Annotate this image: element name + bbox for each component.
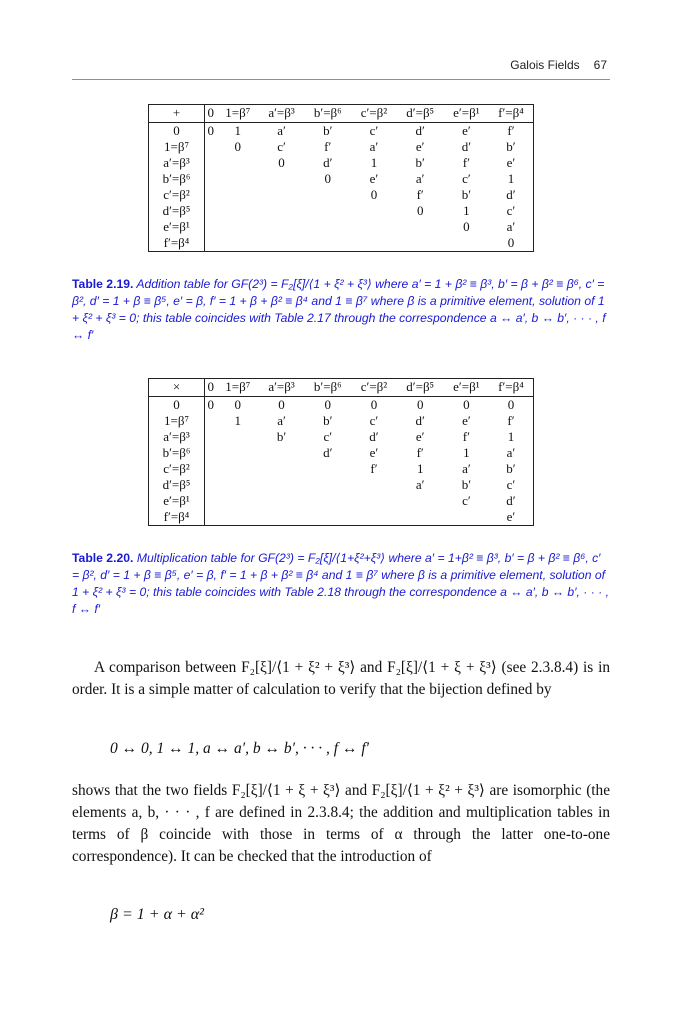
table-cell xyxy=(304,235,351,252)
table-cell: c′ xyxy=(323,429,333,444)
table-cell xyxy=(304,219,351,235)
table-cell: 0 xyxy=(278,397,285,412)
header-rule xyxy=(72,79,610,80)
row-header-cell: 1=β⁷ xyxy=(149,413,205,429)
table-cell: 0 xyxy=(370,187,378,202)
table-cell: 1 xyxy=(463,445,470,460)
table-row xyxy=(149,493,534,509)
table-row xyxy=(149,139,534,155)
table-cell xyxy=(259,493,304,509)
table-cell xyxy=(351,509,396,526)
table-cell: e′ xyxy=(415,139,425,154)
row-header-cell: f′=β⁴ xyxy=(149,509,205,526)
table-cell: 0 xyxy=(234,397,242,412)
table-cell xyxy=(205,219,217,235)
table-row xyxy=(149,461,534,477)
table-header-cell: 1=β⁷ xyxy=(217,379,260,397)
table-cell xyxy=(259,445,304,461)
table-cell: 0 xyxy=(324,397,332,412)
table-row xyxy=(149,171,534,187)
table-header-cell: + xyxy=(149,105,205,123)
table-cell xyxy=(205,171,217,187)
row-header-cell: b′=β⁶ xyxy=(149,445,205,461)
row-header-cell: a′=β³ xyxy=(149,429,205,445)
addition-table xyxy=(148,104,534,252)
table-cell: 0 xyxy=(463,219,470,234)
table-cell: c′ xyxy=(369,413,379,428)
table-cell xyxy=(397,235,444,252)
table-cell xyxy=(444,509,489,526)
table-cell: a′ xyxy=(277,123,286,138)
table-cell: f′ xyxy=(370,461,378,476)
table-cell xyxy=(205,187,217,203)
table-cell: 0 xyxy=(278,155,285,170)
table-cell xyxy=(259,461,304,477)
table-cell: d′ xyxy=(415,413,425,428)
table-cell: 1 xyxy=(463,203,470,218)
table-cell: 1 xyxy=(370,155,378,170)
table-cell: 0 xyxy=(324,171,332,186)
running-head-section: Galois Fields xyxy=(510,58,580,72)
table-cell xyxy=(217,461,260,477)
table-cell xyxy=(217,477,260,493)
table-header-cell: b′=β⁶ xyxy=(304,105,351,123)
table-row xyxy=(149,219,534,235)
table-cell xyxy=(217,219,260,235)
table-cell: a′ xyxy=(415,171,425,186)
table-cell: f′ xyxy=(324,139,332,154)
row-header-cell: 0 xyxy=(149,123,205,140)
table-cell xyxy=(351,235,396,252)
table-caption-2-19 xyxy=(72,276,610,344)
table-cell: b′ xyxy=(276,429,287,444)
table-cell: d′ xyxy=(323,445,333,460)
table-cell xyxy=(351,203,396,219)
table-cell: b′ xyxy=(489,139,534,155)
table-cell: 0 xyxy=(416,397,424,412)
table-cell xyxy=(205,461,217,477)
table-cell: 1 xyxy=(416,461,424,476)
table-cell xyxy=(397,219,444,235)
table-header-cell: e′=β¹ xyxy=(444,105,489,123)
table-cell xyxy=(217,509,260,526)
table-cell: b′ xyxy=(415,155,425,170)
table-cell xyxy=(205,413,217,429)
table-cell: a′ xyxy=(415,477,425,492)
table-row xyxy=(149,509,534,526)
table-cell xyxy=(217,493,260,509)
table-row xyxy=(149,445,534,461)
table-cell xyxy=(205,493,217,509)
table-header-cell: × xyxy=(149,379,205,397)
table-cell: f′ xyxy=(462,155,470,170)
table-cell: f′ xyxy=(489,413,534,429)
table-cell xyxy=(217,187,260,203)
table-cell: 0 xyxy=(370,397,378,412)
multiplication-table xyxy=(148,378,534,526)
table-cell xyxy=(217,429,260,445)
body-paragraph: A comparison between F₂[ξ]/⟨1 + ξ² + ξ³⟩ and F₂[ξ]/⟨1 + ξ + ξ³⟩ (see 2.3.8.4) is in order. It is a simple matter of calculation to verify that the bijection defined by xyxy=(72,659,610,698)
table-header-cell: 0 xyxy=(205,379,217,397)
table-cell: f′ xyxy=(416,187,424,202)
table-cell: d′ xyxy=(461,139,472,154)
caption-text: Addition table for GF(2³) = F₂[ξ]/⟨1 + ξ² + ξ³⟩ where a′ = 1 + β² ≡ β³, b′ = β + β² ≡ β⁶, c′ = β², d′ = 1 + β ≡ β⁵, e′ = β, f′ = 1 + β + β² ≡ β⁴ and 1 ≡ β⁷ where β is a primitive element, solution of 1 + ξ² + ξ³ = 0; this table coincides with Table 2.17 through the correspondence a ↔ a′, b ↔ b′, · · · , f ↔ f′ xyxy=(72,277,606,342)
body-paragraph: shows that the two fields F₂[ξ]/⟨1 + ξ + ξ³⟩ and F₂[ξ]/⟨1 + ξ² + ξ³⟩ are isomorphic (the elements a, b, · · · , f are defined in 2.3.8.4; the addition and multiplication tables in terms of β coincide with those in terms of α through the latter one-to-one correspondence). It can be checked that the introduction of xyxy=(72,782,610,865)
table-row xyxy=(149,477,534,493)
table-cell: c′ xyxy=(277,139,286,154)
row-header-cell: e′=β¹ xyxy=(149,493,205,509)
table-row xyxy=(149,413,534,429)
table-cell: d′ xyxy=(415,123,425,138)
row-header-cell: d′=β⁵ xyxy=(149,203,205,219)
table-cell xyxy=(205,203,217,219)
row-header-cell: e′=β¹ xyxy=(149,219,205,235)
table-cell: 0 xyxy=(234,139,242,154)
row-header-cell: c′=β² xyxy=(149,187,205,203)
table-cell xyxy=(205,139,217,155)
table-row xyxy=(149,203,534,219)
table-cell: e′ xyxy=(369,171,379,186)
table-cell: e′ xyxy=(462,123,471,138)
table-cell xyxy=(351,493,396,509)
table-row xyxy=(149,429,534,445)
table-cell xyxy=(397,493,444,509)
table-cell xyxy=(259,187,304,203)
table-cell: 1 xyxy=(234,123,242,138)
table-cell xyxy=(217,171,260,187)
table-cell: 1 xyxy=(234,413,242,428)
table-cell xyxy=(444,235,489,252)
multiplication-table-body xyxy=(149,397,534,526)
multiplication-table-header xyxy=(149,379,534,397)
page-number: 67 xyxy=(593,58,607,72)
table-cell xyxy=(205,429,217,445)
caption-label: Table 2.20. xyxy=(72,551,134,565)
table-cell: 0 xyxy=(489,235,534,252)
table-cell xyxy=(351,477,396,493)
table-cell xyxy=(304,493,351,509)
table-cell: f′ xyxy=(416,445,424,460)
table-header-cell: d′=β⁵ xyxy=(397,105,444,123)
table-header-cell: a′=β³ xyxy=(259,379,304,397)
table-cell: d′ xyxy=(323,155,333,170)
caption-label: Table 2.19. xyxy=(72,277,134,291)
row-header-cell: 1=β⁷ xyxy=(149,139,205,155)
table-header-cell: f′=β⁴ xyxy=(489,105,534,123)
table-cell xyxy=(205,509,217,526)
display-equation-beta: β = 1 + α + α² xyxy=(110,906,204,923)
addition-table-body xyxy=(149,123,534,252)
table-row xyxy=(149,123,534,140)
table-header-cell: c′=β² xyxy=(351,105,396,123)
table-cell: a′ xyxy=(462,461,471,476)
table-cell xyxy=(304,509,351,526)
table-cell xyxy=(351,219,396,235)
table-cell: c′ xyxy=(489,477,534,493)
table-cell xyxy=(259,509,304,526)
table-cell xyxy=(205,445,217,461)
table-cell xyxy=(304,187,351,203)
table-header-cell: 1=β⁷ xyxy=(217,105,260,123)
row-header-cell: b′=β⁶ xyxy=(149,171,205,187)
table-cell xyxy=(259,235,304,252)
table-cell xyxy=(304,477,351,493)
table-cell: e′ xyxy=(415,429,425,444)
table-cell: c′ xyxy=(489,203,534,219)
table-cell xyxy=(304,461,351,477)
table-cell: b′ xyxy=(461,477,472,492)
table-cell xyxy=(205,235,217,252)
table-cell xyxy=(217,235,260,252)
table-cell xyxy=(217,203,260,219)
table-cell: a′ xyxy=(369,139,379,154)
table-cell: e′ xyxy=(489,155,534,171)
table-cell xyxy=(205,155,217,171)
table-cell: 0 xyxy=(207,397,214,412)
table-cell: d′ xyxy=(489,493,534,509)
table-cell: d′ xyxy=(489,187,534,203)
table-cell xyxy=(259,219,304,235)
display-equation-bijection: 0 ↔ 0, 1 ↔ 1, a ↔ a′, b ↔ b′, · · · , f ↔ f′ xyxy=(110,740,370,757)
table-cell: 0 xyxy=(489,397,534,414)
table-cell: f′ xyxy=(462,429,470,444)
table-row xyxy=(149,235,534,252)
table-cell: b′ xyxy=(323,123,333,138)
table-cell: 1 xyxy=(489,171,534,187)
table-cell: 0 xyxy=(463,397,470,412)
row-header-cell: a′=β³ xyxy=(149,155,205,171)
table-cell xyxy=(205,477,217,493)
row-header-cell: 0 xyxy=(149,397,205,414)
table-row xyxy=(149,155,534,171)
table-cell: b′ xyxy=(461,187,472,202)
table-row xyxy=(149,187,534,203)
table-cell xyxy=(217,155,260,171)
caption-text: Multiplication table for GF(2³) = F₂[ξ]/⟨1+ξ²+ξ³⟩ where a′ = 1+β² ≡ β³, b′ = β + β² ≡ β⁶, c′ = β², d′ = 1 + β ≡ β⁵, e′ = β, f′ = 1 + β + β² ≡ β⁴ and 1 ≡ β⁷ where β is a primitive element, solution of 1 + ξ² + ξ³ = 0; this table coincides with Table 2.18 through the correspondence a ↔ a′, b ↔ b′, · · · , f ↔ f′ xyxy=(72,551,609,616)
table-cell: e′ xyxy=(369,445,379,460)
table-cell: d′ xyxy=(369,429,379,444)
table-cell: a′ xyxy=(489,219,534,235)
table-cell: e′ xyxy=(462,413,471,428)
table-header-cell: b′=β⁶ xyxy=(304,379,351,397)
addition-table-header xyxy=(149,105,534,123)
table-cell xyxy=(397,509,444,526)
table-row xyxy=(149,397,534,414)
table-cell: e′ xyxy=(489,509,534,526)
table-cell: b′ xyxy=(323,413,333,428)
table-header-cell: c′=β² xyxy=(351,379,396,397)
table-cell: c′ xyxy=(462,171,471,186)
table-caption-2-20 xyxy=(72,550,610,618)
running-head xyxy=(510,58,607,72)
table-cell: c′ xyxy=(369,123,379,138)
table-cell: 1 xyxy=(489,429,534,445)
row-header-cell: c′=β² xyxy=(149,461,205,477)
table-cell xyxy=(259,477,304,493)
table-header-cell: 0 xyxy=(205,105,217,123)
table-cell: b′ xyxy=(489,461,534,477)
table-header-cell: a′=β³ xyxy=(259,105,304,123)
table-cell: c′ xyxy=(462,493,471,508)
table-cell: 0 xyxy=(207,123,214,138)
table-cell xyxy=(304,203,351,219)
table-cell: a′ xyxy=(489,445,534,461)
row-header-cell: d′=β⁵ xyxy=(149,477,205,493)
table-cell: 0 xyxy=(416,203,424,218)
row-header-cell: f′=β⁴ xyxy=(149,235,205,252)
table-cell: f′ xyxy=(489,123,534,140)
table-header-cell: e′=β¹ xyxy=(444,379,489,397)
table-header-cell: f′=β⁴ xyxy=(489,379,534,397)
table-cell xyxy=(217,445,260,461)
table-header-cell: d′=β⁵ xyxy=(397,379,444,397)
table-cell xyxy=(259,171,304,187)
table-cell xyxy=(259,203,304,219)
table-cell: a′ xyxy=(277,413,286,428)
